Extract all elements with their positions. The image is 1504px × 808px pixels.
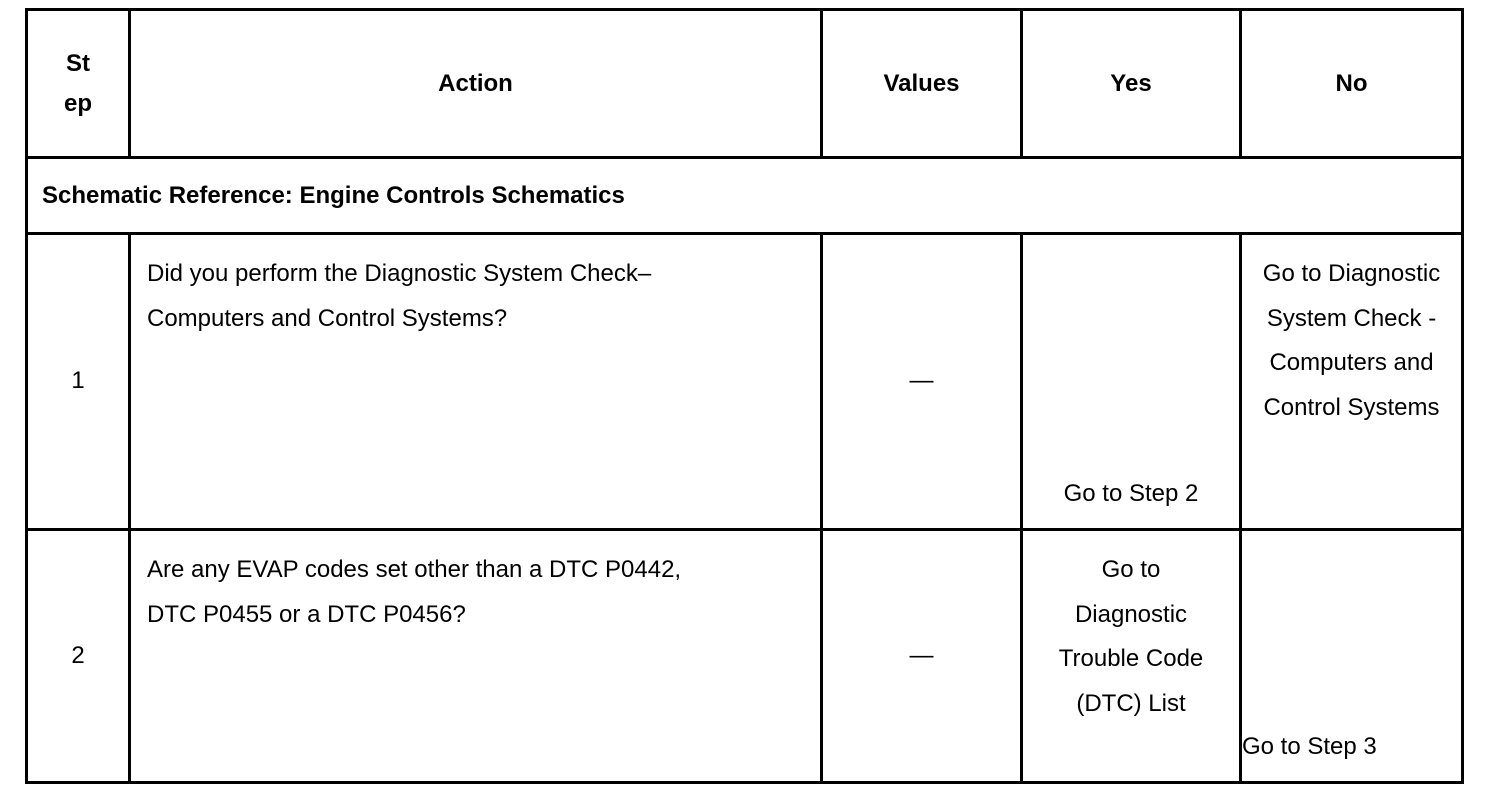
header-action: Action [130, 10, 822, 158]
action-text-content: Are any EVAP codes set other than a DTC P0442, DTC P0455 or a DTC P0456? [147, 556, 682, 628]
step-number: 2 [27, 530, 130, 783]
diagnostic-table [25, 8, 1464, 784]
values-cell: — [822, 234, 1022, 530]
table-header-row [27, 10, 1463, 158]
table-row [27, 234, 1463, 530]
action-text-content: Did you perform the Diagnostic System Check–Computers and Control Systems? [147, 260, 652, 332]
header-step: St ep [27, 10, 130, 158]
no-text: Go to Diagnostic System Check - Computers and Control Systems [1262, 260, 1441, 421]
table-row [27, 530, 1463, 783]
yes-text: Go to Diagnostic Trouble Code (DTC) List [1058, 556, 1204, 717]
no-cell [1241, 530, 1463, 783]
action-text [130, 530, 822, 783]
header-values: Values [822, 10, 1022, 158]
step-number: 1 [27, 234, 130, 530]
schematic-reference: Schematic Reference: Engine Controls Schematics [27, 158, 1463, 234]
yes-text: Go to Step 2 [1063, 479, 1199, 507]
no-cell [1241, 234, 1463, 530]
values-cell: — [822, 530, 1022, 783]
header-no: No [1241, 10, 1463, 158]
yes-cell [1022, 234, 1241, 530]
yes-cell [1022, 530, 1241, 783]
schematic-reference-row [27, 158, 1463, 234]
action-text [130, 234, 822, 530]
no-text: Go to Step 3 [1242, 732, 1377, 760]
header-yes: Yes [1022, 10, 1241, 158]
